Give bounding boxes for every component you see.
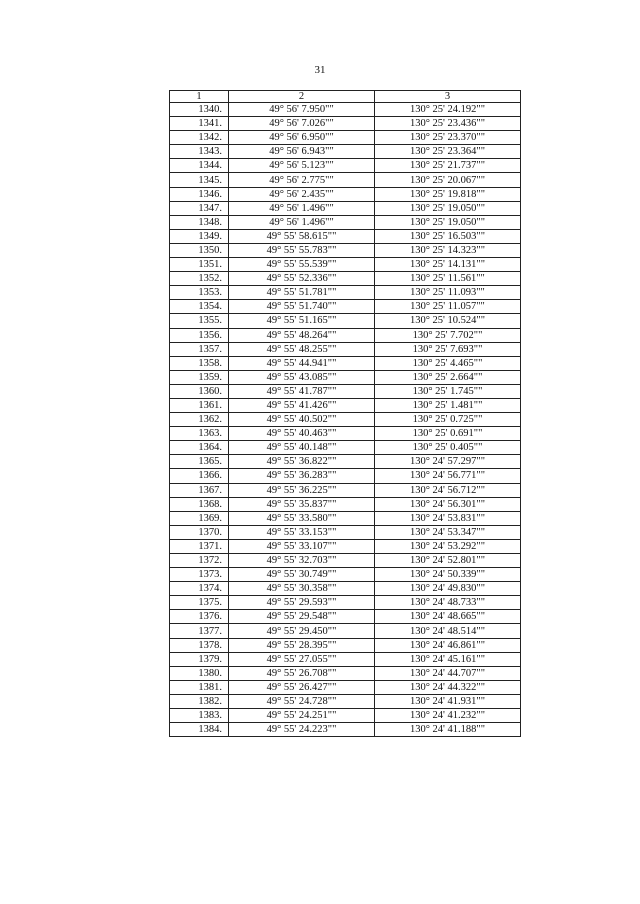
latitude-cell: 49° 55' 35.837"" xyxy=(229,497,375,511)
table-row xyxy=(170,272,521,286)
longitude-cell: 130° 25' 24.192"" xyxy=(375,103,521,117)
longitude-cell: 130° 24' 57.297"" xyxy=(375,455,521,469)
latitude-cell: 49° 55' 24.728"" xyxy=(229,694,375,708)
longitude-cell: 130° 25' 14.323"" xyxy=(375,243,521,257)
table-body xyxy=(170,103,521,737)
latitude-cell: 49° 56' 1.496"" xyxy=(229,215,375,229)
longitude-cell: 130° 24' 53.831"" xyxy=(375,511,521,525)
point-number-cell: 1370. xyxy=(170,525,229,539)
point-number-cell: 1375. xyxy=(170,596,229,610)
point-number-cell: 1360. xyxy=(170,384,229,398)
latitude-cell: 49° 56' 6.943"" xyxy=(229,145,375,159)
point-number-cell: 1373. xyxy=(170,568,229,582)
longitude-cell: 130° 25' 23.370"" xyxy=(375,131,521,145)
table-row xyxy=(170,243,521,257)
point-number-cell: 1374. xyxy=(170,582,229,596)
coordinates-table xyxy=(169,90,521,737)
latitude-cell: 49° 55' 27.055"" xyxy=(229,652,375,666)
longitude-cell: 130° 25' 16.503"" xyxy=(375,229,521,243)
point-number-cell: 1363. xyxy=(170,427,229,441)
table-row xyxy=(170,145,521,159)
latitude-cell: 49° 55' 40.463"" xyxy=(229,427,375,441)
latitude-cell: 49° 56' 2.435"" xyxy=(229,187,375,201)
longitude-cell: 130° 25' 0.725"" xyxy=(375,413,521,427)
table-row xyxy=(170,258,521,272)
point-number-cell: 1348. xyxy=(170,215,229,229)
longitude-cell: 130° 25' 23.436"" xyxy=(375,117,521,131)
latitude-cell: 49° 55' 24.251"" xyxy=(229,709,375,723)
point-number-cell: 1361. xyxy=(170,398,229,412)
longitude-cell: 130° 24' 41.931"" xyxy=(375,694,521,708)
point-number-cell: 1378. xyxy=(170,638,229,652)
longitude-cell: 130° 25' 10.524"" xyxy=(375,314,521,328)
longitude-cell: 130° 25' 20.067"" xyxy=(375,173,521,187)
latitude-cell: 49° 55' 33.580"" xyxy=(229,511,375,525)
longitude-cell: 130° 25' 11.093"" xyxy=(375,286,521,300)
longitude-cell: 130° 24' 53.347"" xyxy=(375,525,521,539)
longitude-cell: 130° 25' 21.737"" xyxy=(375,159,521,173)
longitude-cell: 130° 24' 48.514"" xyxy=(375,624,521,638)
latitude-cell: 49° 55' 41.787"" xyxy=(229,384,375,398)
point-number-cell: 1377. xyxy=(170,624,229,638)
longitude-cell: 130° 24' 44.707"" xyxy=(375,666,521,680)
table-row xyxy=(170,117,521,131)
longitude-cell: 130° 25' 1.481"" xyxy=(375,398,521,412)
point-number-cell: 1365. xyxy=(170,455,229,469)
table-row xyxy=(170,483,521,497)
page-number: 31 xyxy=(314,64,326,76)
latitude-cell: 49° 55' 28.395"" xyxy=(229,638,375,652)
table-row xyxy=(170,314,521,328)
table-row xyxy=(170,694,521,708)
table-row xyxy=(170,356,521,370)
longitude-cell: 130° 24' 48.665"" xyxy=(375,610,521,624)
latitude-cell: 49° 55' 29.593"" xyxy=(229,596,375,610)
longitude-cell: 130° 25' 23.364"" xyxy=(375,145,521,159)
longitude-cell: 130° 24' 48.733"" xyxy=(375,596,521,610)
point-number-cell: 1355. xyxy=(170,314,229,328)
latitude-cell: 49° 55' 52.336"" xyxy=(229,272,375,286)
longitude-cell: 130° 24' 56.712"" xyxy=(375,483,521,497)
latitude-cell: 49° 55' 26.427"" xyxy=(229,680,375,694)
column-header-point-number: 1 xyxy=(170,91,229,103)
table-row xyxy=(170,624,521,638)
point-number-cell: 1369. xyxy=(170,511,229,525)
latitude-cell: 49° 56' 7.026"" xyxy=(229,117,375,131)
point-number-cell: 1362. xyxy=(170,413,229,427)
latitude-cell: 49° 55' 29.450"" xyxy=(229,624,375,638)
point-number-cell: 1356. xyxy=(170,328,229,342)
table-row xyxy=(170,610,521,624)
longitude-cell: 130° 25' 7.693"" xyxy=(375,342,521,356)
point-number-cell: 1372. xyxy=(170,554,229,568)
table-row xyxy=(170,554,521,568)
point-number-cell: 1381. xyxy=(170,680,229,694)
point-number-cell: 1351. xyxy=(170,258,229,272)
longitude-cell: 130° 25' 7.702"" xyxy=(375,328,521,342)
latitude-cell: 49° 56' 6.950"" xyxy=(229,131,375,145)
point-number-cell: 1342. xyxy=(170,131,229,145)
table-row xyxy=(170,596,521,610)
point-number-cell: 1367. xyxy=(170,483,229,497)
longitude-cell: 130° 25' 19.050"" xyxy=(375,215,521,229)
latitude-cell: 49° 55' 36.225"" xyxy=(229,483,375,497)
longitude-cell: 130° 24' 44.322"" xyxy=(375,680,521,694)
latitude-cell: 49° 55' 55.783"" xyxy=(229,243,375,257)
table-row xyxy=(170,455,521,469)
latitude-cell: 49° 55' 30.749"" xyxy=(229,568,375,582)
longitude-cell: 130° 24' 52.801"" xyxy=(375,554,521,568)
latitude-cell: 49° 56' 2.775"" xyxy=(229,173,375,187)
point-number-cell: 1350. xyxy=(170,243,229,257)
point-number-cell: 1380. xyxy=(170,666,229,680)
column-header-latitude: 2 xyxy=(229,91,375,103)
table-row xyxy=(170,666,521,680)
point-number-cell: 1383. xyxy=(170,709,229,723)
table-row xyxy=(170,370,521,384)
table-row xyxy=(170,511,521,525)
latitude-cell: 49° 55' 44.941"" xyxy=(229,356,375,370)
point-number-cell: 1349. xyxy=(170,229,229,243)
latitude-cell: 49° 55' 43.085"" xyxy=(229,370,375,384)
table-row xyxy=(170,103,521,117)
point-number-cell: 1357. xyxy=(170,342,229,356)
longitude-cell: 130° 25' 14.131"" xyxy=(375,258,521,272)
point-number-cell: 1359. xyxy=(170,370,229,384)
point-number-cell: 1376. xyxy=(170,610,229,624)
table-row xyxy=(170,652,521,666)
latitude-cell: 49° 55' 51.165"" xyxy=(229,314,375,328)
longitude-cell: 130° 25' 4.465"" xyxy=(375,356,521,370)
latitude-cell: 49° 55' 24.223"" xyxy=(229,723,375,737)
latitude-cell: 49° 55' 48.264"" xyxy=(229,328,375,342)
table-row xyxy=(170,342,521,356)
table-header-row xyxy=(170,91,521,103)
point-number-cell: 1347. xyxy=(170,201,229,215)
longitude-cell: 130° 25' 19.050"" xyxy=(375,201,521,215)
latitude-cell: 49° 55' 36.822"" xyxy=(229,455,375,469)
latitude-cell: 49° 55' 48.255"" xyxy=(229,342,375,356)
latitude-cell: 49° 55' 55.539"" xyxy=(229,258,375,272)
latitude-cell: 49° 55' 36.283"" xyxy=(229,469,375,483)
table-row xyxy=(170,159,521,173)
table-row xyxy=(170,384,521,398)
longitude-cell: 130° 24' 49.830"" xyxy=(375,582,521,596)
table-row xyxy=(170,201,521,215)
table-row xyxy=(170,187,521,201)
point-number-cell: 1371. xyxy=(170,539,229,553)
point-number-cell: 1358. xyxy=(170,356,229,370)
longitude-cell: 130° 25' 11.057"" xyxy=(375,300,521,314)
longitude-cell: 130° 25' 11.561"" xyxy=(375,272,521,286)
latitude-cell: 49° 56' 1.496"" xyxy=(229,201,375,215)
point-number-cell: 1352. xyxy=(170,272,229,286)
point-number-cell: 1366. xyxy=(170,469,229,483)
table-row xyxy=(170,131,521,145)
longitude-cell: 130° 24' 56.771"" xyxy=(375,469,521,483)
longitude-cell: 130° 25' 0.691"" xyxy=(375,427,521,441)
longitude-cell: 130° 24' 45.161"" xyxy=(375,652,521,666)
table-row xyxy=(170,582,521,596)
table-row xyxy=(170,638,521,652)
table-row xyxy=(170,497,521,511)
table-row xyxy=(170,215,521,229)
longitude-cell: 130° 24' 46.861"" xyxy=(375,638,521,652)
longitude-cell: 130° 25' 1.745"" xyxy=(375,384,521,398)
latitude-cell: 49° 55' 40.502"" xyxy=(229,413,375,427)
latitude-cell: 49° 55' 51.781"" xyxy=(229,286,375,300)
table-row xyxy=(170,709,521,723)
table-row xyxy=(170,723,521,737)
point-number-cell: 1340. xyxy=(170,103,229,117)
table-row xyxy=(170,398,521,412)
latitude-cell: 49° 56' 5.123"" xyxy=(229,159,375,173)
table-row xyxy=(170,286,521,300)
column-header-longitude: 3 xyxy=(375,91,521,103)
point-number-cell: 1345. xyxy=(170,173,229,187)
table-row xyxy=(170,469,521,483)
point-number-cell: 1379. xyxy=(170,652,229,666)
latitude-cell: 49° 55' 58.615"" xyxy=(229,229,375,243)
table-row xyxy=(170,229,521,243)
latitude-cell: 49° 55' 33.107"" xyxy=(229,539,375,553)
table-row xyxy=(170,413,521,427)
latitude-cell: 49° 55' 40.148"" xyxy=(229,441,375,455)
point-number-cell: 1341. xyxy=(170,117,229,131)
point-number-cell: 1368. xyxy=(170,497,229,511)
table-row xyxy=(170,525,521,539)
longitude-cell: 130° 24' 41.188"" xyxy=(375,723,521,737)
table-row xyxy=(170,539,521,553)
point-number-cell: 1384. xyxy=(170,723,229,737)
point-number-cell: 1382. xyxy=(170,694,229,708)
latitude-cell: 49° 56' 7.950"" xyxy=(229,103,375,117)
point-number-cell: 1354. xyxy=(170,300,229,314)
latitude-cell: 49° 55' 26.708"" xyxy=(229,666,375,680)
point-number-cell: 1343. xyxy=(170,145,229,159)
table-row xyxy=(170,441,521,455)
latitude-cell: 49° 55' 51.740"" xyxy=(229,300,375,314)
point-number-cell: 1344. xyxy=(170,159,229,173)
latitude-cell: 49° 55' 29.548"" xyxy=(229,610,375,624)
longitude-cell: 130° 25' 2.664"" xyxy=(375,370,521,384)
table-row xyxy=(170,300,521,314)
longitude-cell: 130° 24' 53.292"" xyxy=(375,539,521,553)
latitude-cell: 49° 55' 41.426"" xyxy=(229,398,375,412)
point-number-cell: 1364. xyxy=(170,441,229,455)
table-row xyxy=(170,568,521,582)
point-number-cell: 1346. xyxy=(170,187,229,201)
longitude-cell: 130° 24' 56.301"" xyxy=(375,497,521,511)
latitude-cell: 49° 55' 30.358"" xyxy=(229,582,375,596)
longitude-cell: 130° 24' 41.232"" xyxy=(375,709,521,723)
longitude-cell: 130° 24' 50.339"" xyxy=(375,568,521,582)
longitude-cell: 130° 25' 0.405"" xyxy=(375,441,521,455)
point-number-cell: 1353. xyxy=(170,286,229,300)
table-row xyxy=(170,173,521,187)
table-row xyxy=(170,427,521,441)
table-row xyxy=(170,680,521,694)
longitude-cell: 130° 25' 19.818"" xyxy=(375,187,521,201)
table-row xyxy=(170,328,521,342)
latitude-cell: 49° 55' 33.153"" xyxy=(229,525,375,539)
latitude-cell: 49° 55' 32.703"" xyxy=(229,554,375,568)
